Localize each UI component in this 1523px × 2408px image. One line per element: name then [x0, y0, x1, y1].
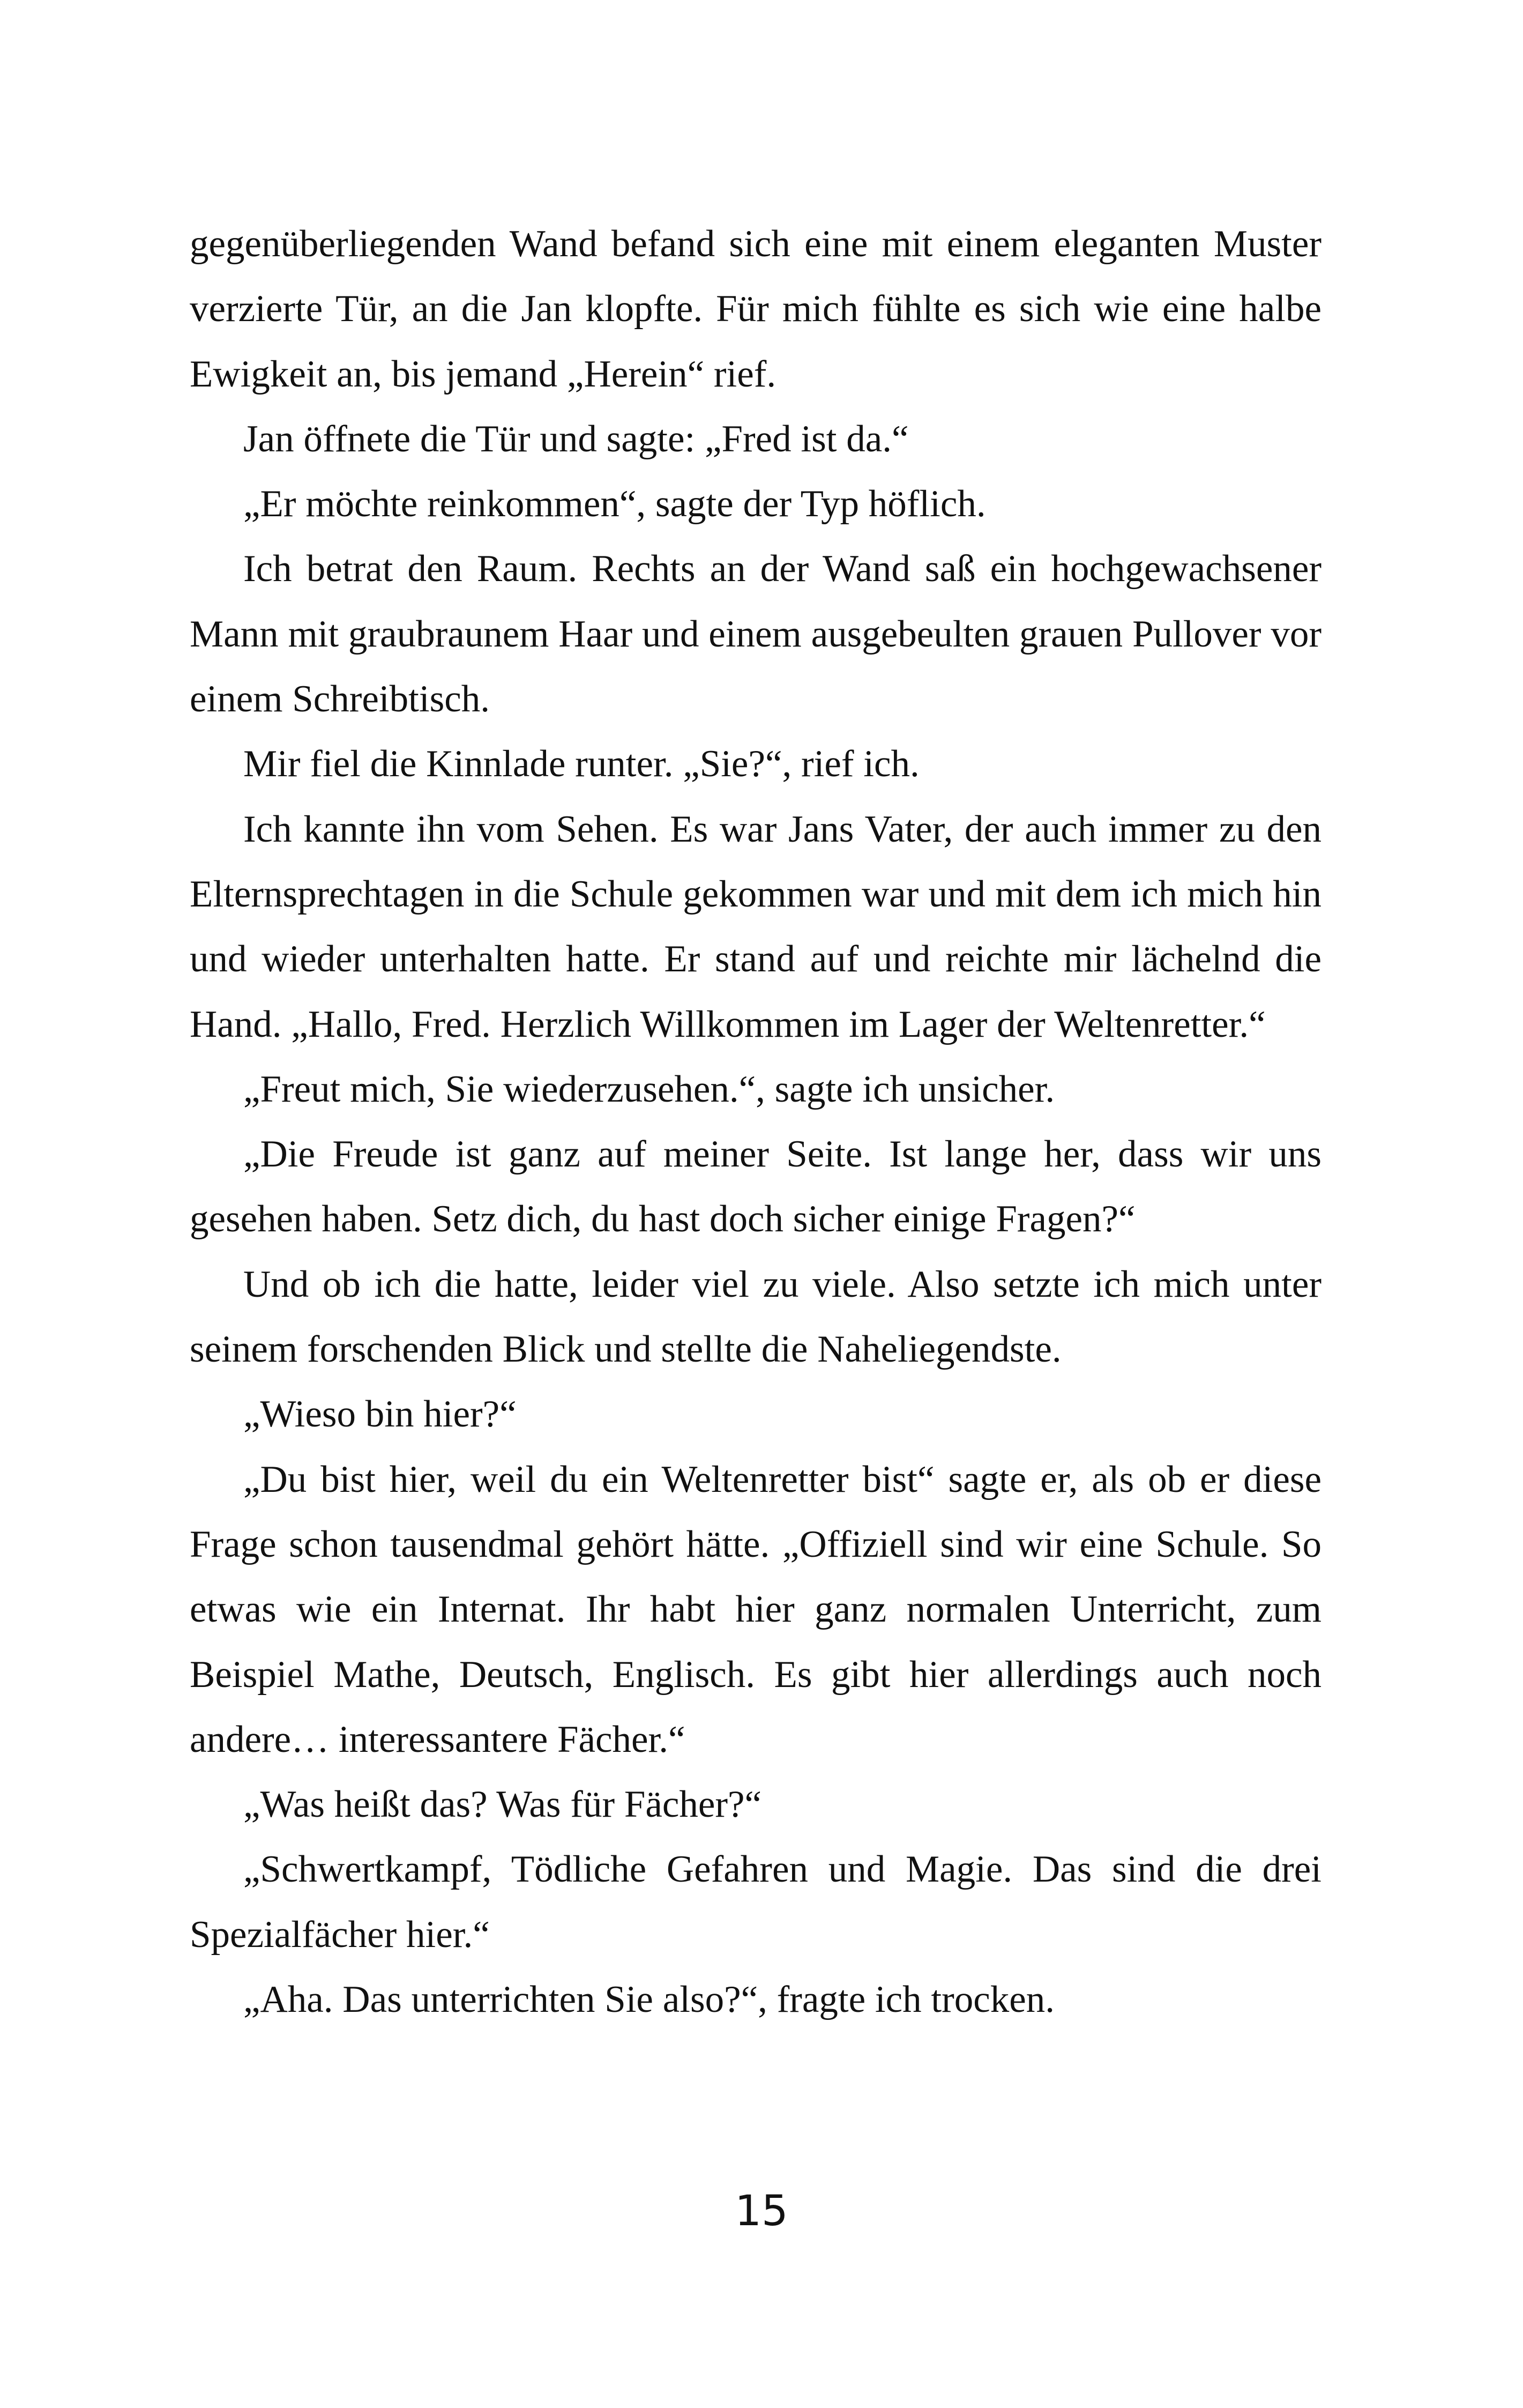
paragraph-3: „Er möchte reinkommen“, sagte der Typ höflich.	[243, 483, 986, 525]
paragraph-9: Und ob ich die hatte, leider viel zu viele. Also setzte ich mich unter seinem forschenden Blick und stellte die Naheliegendste.	[190, 1263, 1322, 1371]
paragraph-2: Jan öffnete die Tür und sagte: „Fred ist da.“	[243, 418, 909, 460]
paragraph-10: „Wieso bin hier?“	[243, 1393, 517, 1436]
paragraph-13: „Schwertkampf, Tödliche Gefahren und Magie. Das sind die drei Spezialfächer hier.“	[190, 1848, 1322, 1956]
paragraph-12: „Was heißt das? Was für Fächer?“	[243, 1783, 762, 1826]
paragraph-5: Mir fiel die Kinnlade runter. „Sie?“, rief ich.	[243, 743, 920, 785]
body-text	[190, 212, 1322, 2032]
paragraph-7: „Freut mich, Sie wiederzusehen.“, sagte ich unsicher.	[243, 1068, 1055, 1110]
page-number: 15	[735, 2187, 788, 2235]
paragraph-1: gegenüberliegenden Wand befand sich eine mit einem eleganten Muster verzierte Tür, an die Jan klopfte. Für mich fühlte es sich wie eine halbe Ewigkeit an, bis jemand „Herein“ rief.	[190, 223, 1322, 395]
paragraph-11: „Du bist hier, weil du ein Weltenretter bist“ sagte er, als ob er diese Frage schon tausendmal gehört hätte. „Offiziell sind wir eine Schule. So etwas wie ein Internat. Ihr habt hier ganz normalen Unterricht, zum Beispiel Mathe, Deutsch, Englisch. Es gibt hier allerdings auch noch andere… interessantere Fächer.“	[190, 1458, 1322, 1760]
paragraph-8: „Die Freude ist ganz auf meiner Seite. Ist lange her, dass wir uns gesehen haben. Setz dich, du hast doch sicher einige Fragen?“	[190, 1133, 1322, 1240]
paragraph-6: Ich kannte ihn vom Sehen. Es war Jans Vater, der auch immer zu den Elternsprechtagen in die Schule gekommen war und mit dem ich mich hin und wieder unterhalten hatte. Er stand auf und reichte mir lächelnd die Hand. „Hallo, Fred. Herzlich Willkommen im Lager der Weltenretter.“	[190, 808, 1322, 1045]
paragraph-14: „Aha. Das unterrichten Sie also?“, fragte ich trocken.	[243, 1979, 1055, 2021]
paragraph-4: Ich betrat den Raum. Rechts an der Wand saß ein hochgewachsener Mann mit graubraunem Haar und einem ausgebeulten grauen Pullover vor einem Schreibtisch.	[190, 548, 1322, 720]
